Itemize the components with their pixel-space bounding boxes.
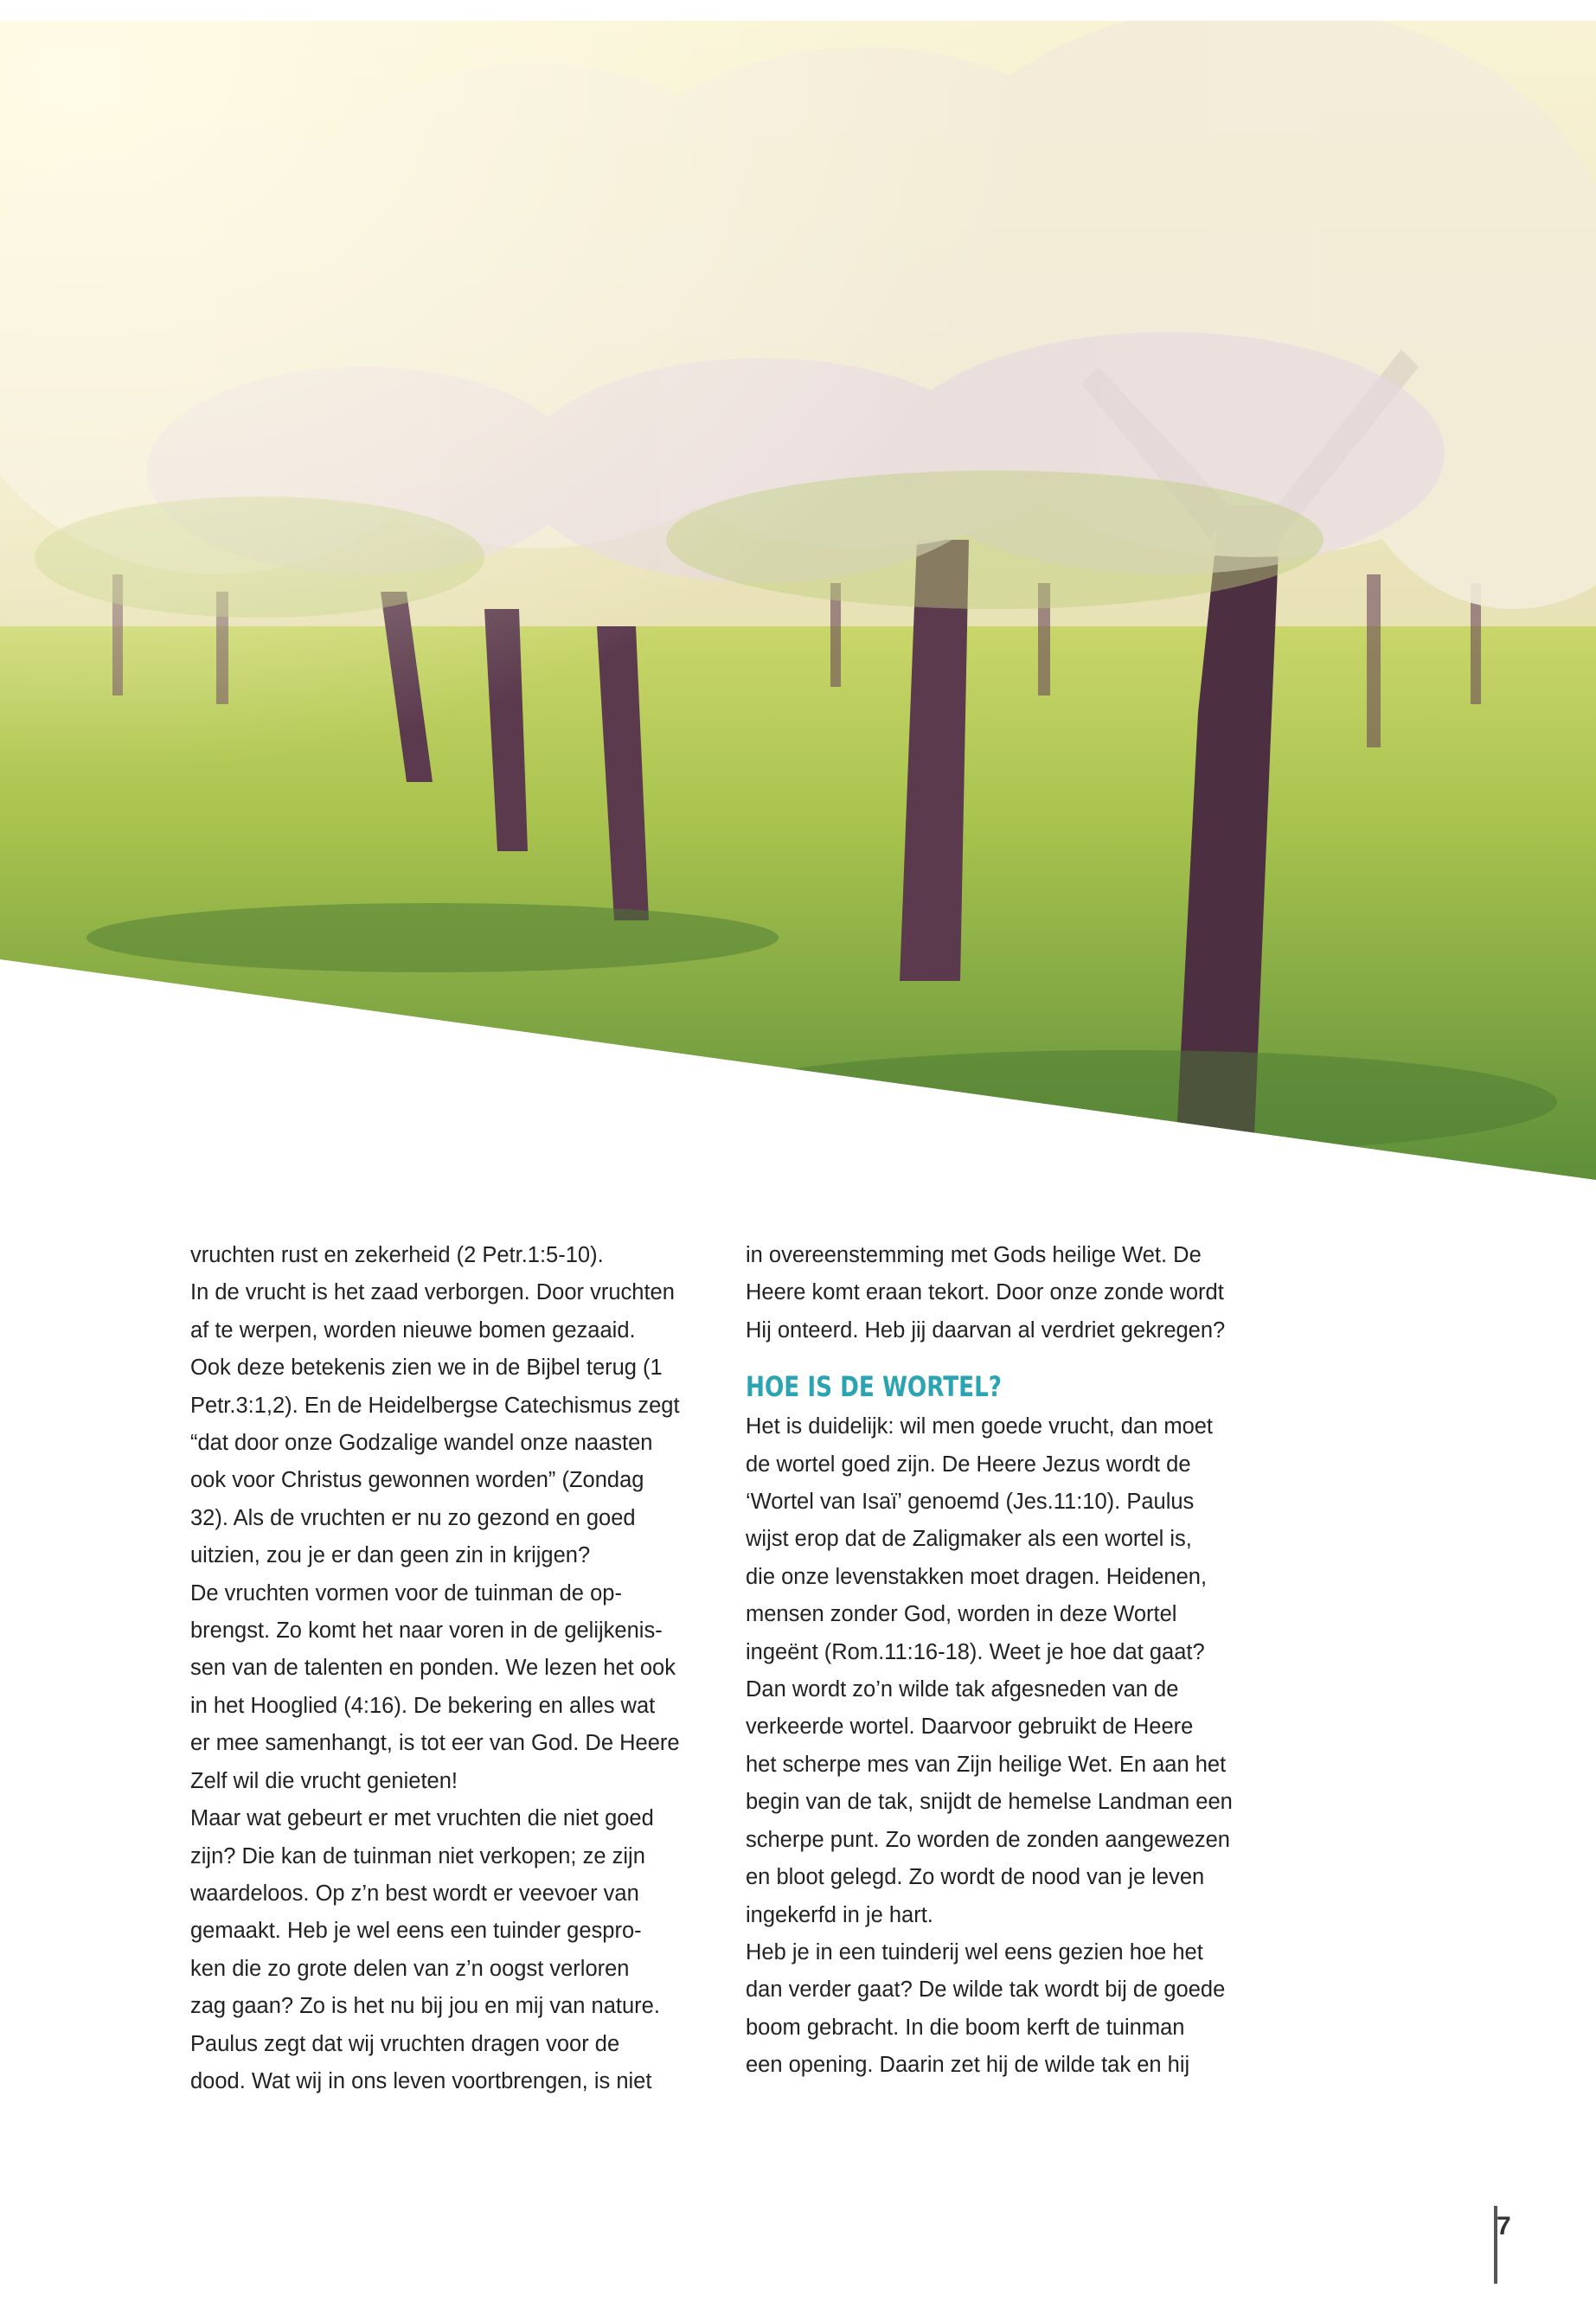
body-line: boom gebracht. In die boom kerft de tuinman (746, 2015, 1185, 2040)
body-line: Het is duidelijk: wil men goede vrucht, dan moet (746, 1414, 1214, 1439)
body-line: ‘Wortel van Isaï’ genoemd (Jes.11:10). Paulus (746, 1490, 1195, 1515)
body-line: wijst erop dat de Zaligmaker als een wortel is, (746, 1527, 1192, 1552)
body-line: In de vrucht is het zaad verborgen. Door vruchten (190, 1280, 675, 1305)
body-line: die onze levenstakken moet dragen. Heidenen, (746, 1564, 1208, 1589)
body-line: De vruchten vormen voor de tuinman de op- (190, 1580, 622, 1606)
body-line: gemaakt. Heb je wel eens een tuinder gespro- (190, 1919, 642, 1944)
body-line: en bloot gelegd. Zo wordt de nood van je leven (746, 1865, 1205, 1890)
body-line: Petr.3:1,2). En de Heidelbergse Catechismus zegt (190, 1393, 680, 1418)
body-line: Zelf wil die vrucht genieten! (190, 1768, 458, 1793)
body-line: brengst. Zo komt het naar voren in de gelijkenis- (190, 1618, 663, 1644)
body-line: 32). Als de vruchten er nu zo gezond en goed (190, 1505, 636, 1530)
text-column-left (190, 1237, 709, 2100)
body-line: ook voor Christus gewonnen worden” (Zondag (190, 1468, 644, 1493)
body-line: de wortel goed zijn. De Heere Jezus wordt de (746, 1452, 1191, 1477)
body-line: er mee samenhangt, is tot eer van God. De Heere (190, 1731, 680, 1756)
orchard-photo (0, 21, 1596, 1180)
text-column-right (746, 1237, 1265, 2085)
body-line: Heb je in een tuinderij wel eens gezien hoe het (746, 1939, 1203, 1965)
body-line: vruchten rust en zekerheid (2 Petr.1:5-10). (190, 1243, 604, 1267)
section-heading: HOE IS DE WORTEL? (746, 1370, 1003, 1404)
body-line: een opening. Daarin zet hij de wilde tak en hij (746, 2053, 1190, 2078)
body-line: begin van de tak, snijdt de hemelse Landman een (746, 1790, 1233, 1815)
body-line: uitzien, zou je er dan geen zin in krijgen? (190, 1543, 591, 1568)
body-line: ingeënt (Rom.11:16-18). Weet je hoe dat gaat? (746, 1639, 1205, 1664)
body-line: scherpe punt. Zo worden de zonden aangewezen (746, 1827, 1230, 1852)
body-line: Dan wordt zo’n wilde tak afgesneden van de (746, 1677, 1179, 1702)
page-number: 7 (1497, 2212, 1511, 2240)
body-line: het scherpe mes van Zijn heilige Wet. En aan het (746, 1752, 1227, 1777)
body-line: in overeenstemming met Gods heilige Wet. De (746, 1243, 1202, 1267)
body-line: ken die zo grote delen van z’n oogst verloren (190, 1956, 630, 1981)
body-line: “dat door onze Godzalige wandel onze naasten (190, 1431, 653, 1456)
body-line: zijn? Die kan de tuinman niet verkopen; ze zijn (190, 1843, 645, 1868)
body-line: in het Hooglied (4:16). De bekering en alles wat (190, 1693, 656, 1718)
body-line: dan verder gaat? De wilde tak wordt bij de goede (746, 1977, 1226, 2003)
body-line: Maar wat gebeurt er met vruchten die niet goed (190, 1806, 654, 1831)
body-line: af te werpen, worden nieuwe bomen gezaaid. (190, 1317, 636, 1343)
body-line: waardeloos. Op z’n best wordt er veevoer van (190, 1881, 639, 1906)
body-line: mensen zonder God, worden in deze Wortel (746, 1602, 1177, 1627)
body-line: Paulus zegt dat wij vruchten dragen voor de (190, 2031, 620, 2056)
body-line: Hij onteerd. Heb jij daarvan al verdriet gekregen? (746, 1317, 1226, 1343)
body-line: dood. Wat wij in ons leven voortbrengen, is niet (190, 2068, 652, 2093)
body-line: ingekerfd in je hart. (746, 1902, 933, 1927)
body-line: Heere komt eraan tekort. Door onze zonde wordt (746, 1280, 1224, 1305)
body-line: Ook deze betekenis zien we in de Bijbel terug (1 (190, 1356, 663, 1381)
body-line: sen van de talenten en ponden. We lezen het ook (190, 1656, 676, 1681)
body-line: zag gaan? Zo is het nu bij jou en mij van nature. (190, 1994, 660, 2019)
body-line: verkeerde wortel. Daarvoor gebruikt de Heere (746, 1715, 1194, 1740)
